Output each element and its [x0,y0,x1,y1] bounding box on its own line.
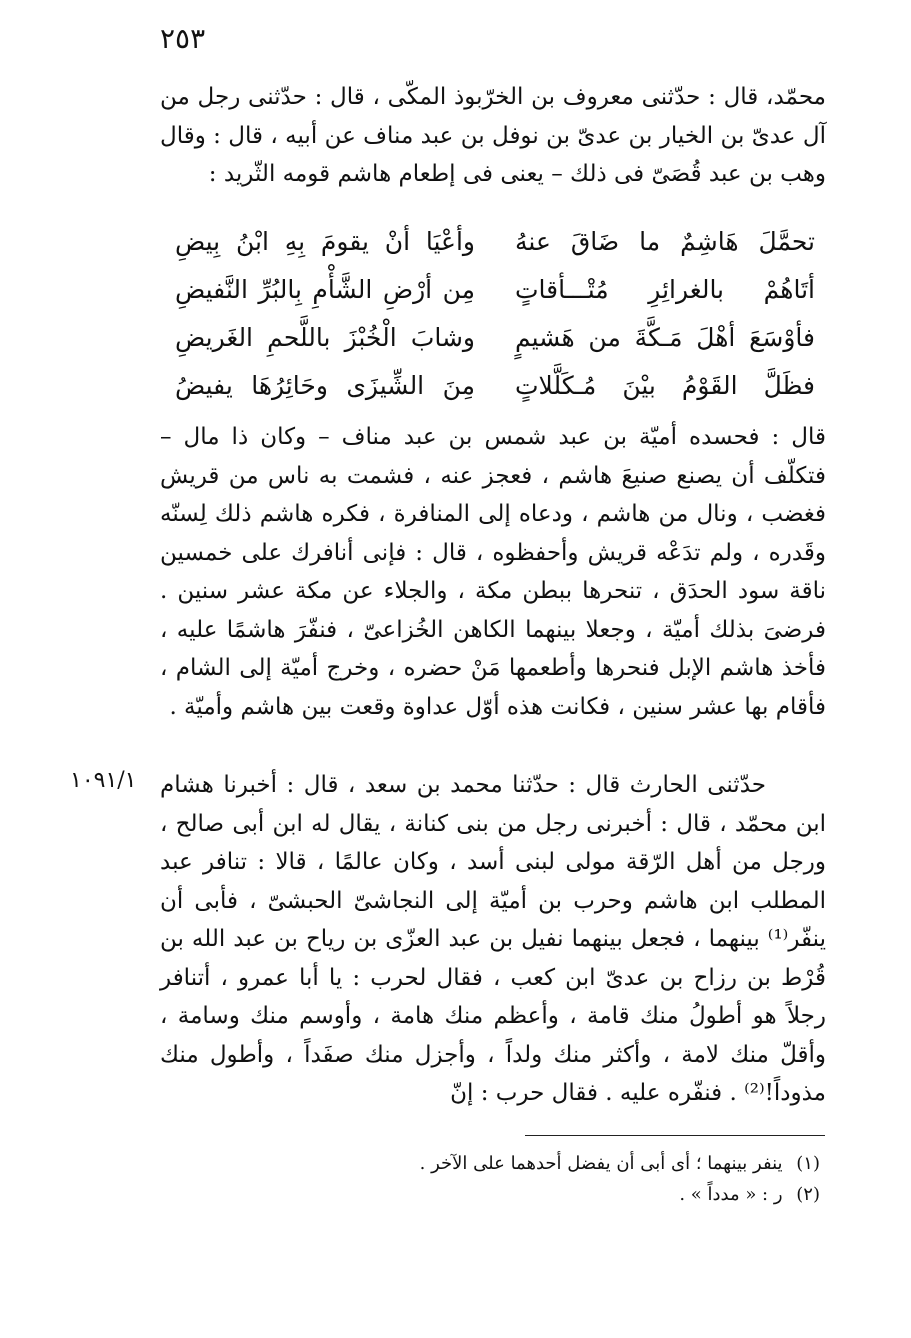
verse-first-hemistich: فظَلَّ القَوْمُ بيْنَ مُـكَلَّلاتٍ [515,371,815,400]
verse-second-hemistich: مِنَ الشِّيزَى وحَائِرُهَا يفيضُ [175,371,475,400]
poem-verse [175,218,815,266]
poem-verse [175,362,815,410]
verse-second-hemistich: وشابَ الْخُبْزَ باللَّحمِ الغَريضِ [175,323,475,352]
poem-verse [175,314,815,362]
poem [175,218,815,410]
footnote-number: (٢) [796,1184,820,1205]
footnotes [330,1148,820,1210]
footnote [330,1179,820,1210]
footnote-text: ر : « مدداً » . [679,1184,783,1205]
footnote [330,1148,820,1179]
footnote-text: ينفر بينهما ؛ أى أبى أن يفضل أحدهما على الآخر . [419,1153,783,1174]
poem-verse [175,266,815,314]
verse-second-hemistich: مِن أرْضِ الشَّأْمِ بِالبُرِّ النَّفيضِ [175,275,475,304]
verse-first-hemistich: فأوْسَعَ أهْلَ مَـكَّةَ من هَشيمٍ [515,323,815,352]
verse-first-hemistich: أتَاهُمْ بالغرائِرِ مُتْـــأقاتٍ [515,275,815,304]
verse-second-hemistich: وأعْيَا أنْ يقومَ بِهِ ابْنُ بِيضِ [175,227,475,256]
body-paragraph: قال : فحسده أميّة بن عبد شمس بن عبد مناف – وكان ذا مال – فتكلّف أن يصنع صنيعَ هاشم ، فعجز عنه ، فشمت به ناس من قريش فغضب ، ونال من هاشم ، ودعاه إلى المنافرة ، فكره هاشم ذلك لِسنّه وقَدره ، ولم تدَعْه قريش وأحفظوه ، قال : فإنى أنافرك على خمسين ناقة سود الحدَق ، تنحرها ببطن مكة ، والجلاء عن مكة عشر سنين . فرضىَ بذلك أميّة ، وجعلا بينهما الكاهن الخُزاعىّ ، فنفّرَ هاشمًا عليه ، فأخذ هاشم الإبل فنحرها وأطعمها مَنْ حضره ، وخرج أميّة إلى الشام ، فأقام بها عشر سنين ، فكانت هذه أوّل عداوة وقعت بين هاشم وأميّة . [160,424,826,720]
body-paragraph: حدّثنى الحارث قال : حدّثنا محمد بن سعد ، قال : أخبرنا هشام ابن محمّد ، قال : أخبرنى رجل من بنى كنانة ، يقال له ابن أبى صالح ، ورجل من أهل الرّقة مولى لبنى أسد ، وكان عالمًا ، قالا : تنافر عبد المطلب ابن هاشم وحرب بن أميّة إلى النجاشىّ الحبشىّ ، فأبى أن ينفّر⁽¹⁾ بينهما ، فجعل بينهما نفيل بن عبد العزّى بن رياح بن عبد الله بن قُرْط بن رزاح بن عدىّ ابن كعب ، فقال لحرب : يا أبا عمرو ، أتنافر رجلاً هو أطولُ منك قامة ، وأعظم منك هامة ، وأوسم منك وسامة ، وأقلّ منك لامة ، وأكثر منك ولداً ، وأجزل منك صفَداً ، وأطول منك مذوداً!⁽²⁾ . فنفّره عليه . فقال حرب : إنّ [160,772,826,1106]
page-number: ٢٥٣ [160,22,206,55]
verse-first-hemistich: تحمَّلَ هَاشِمٌ ما ضَاقَ عنهُ [515,227,815,256]
intro-paragraph: محمّد، قال : حدّثنى معروف بن الخرّبوذ المكّى ، قال : حدّثنى رجل من آل عدىّ بن الخيار بن عدىّ بن نوفل بن عبد مناف عن أبيه ، قال : وقال وهب بن عبد قُصَىّ فى ذلك – يعنى فى إطعام هاشم قومه الثّريد : [160,84,826,187]
footnote-number: (١) [796,1153,820,1174]
margin-reference: ١٠٩١/١ [70,768,137,793]
footnote-divider [525,1135,825,1136]
